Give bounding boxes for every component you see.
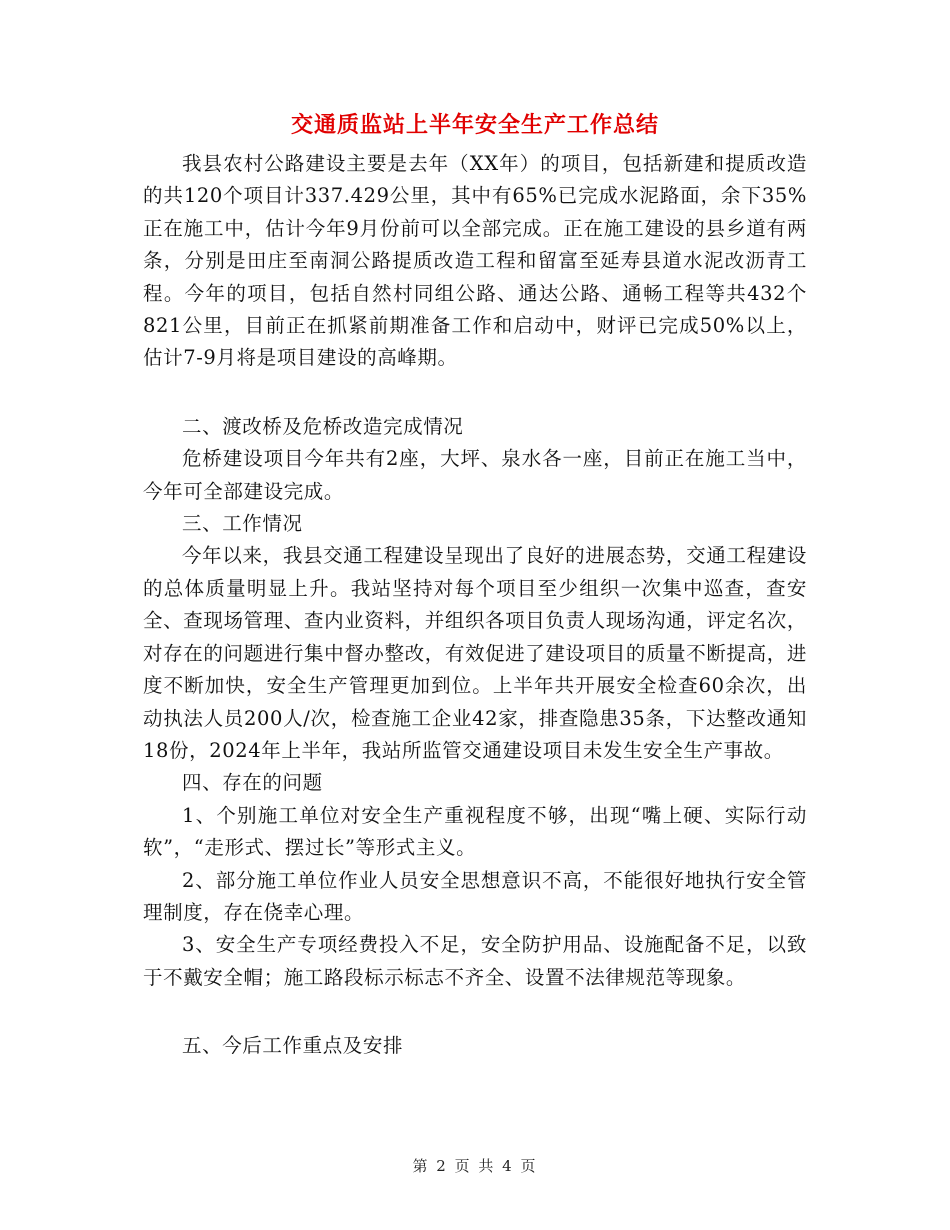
section-heading-2: 二、渡改桥及危桥改造完成情况 — [182, 414, 464, 438]
section-heading-5: 五、今后工作重点及安排 — [182, 1034, 404, 1058]
document-title: 交通质监站上半年安全生产工作总结 — [290, 113, 659, 138]
paragraph-bridges: 危桥建设项目今年共有2座，大坪、泉水各一座，目前正在施工当中，今年可全部建设完成。 — [143, 447, 807, 503]
problem-item-2: 2、部分施工单位作业人员安全思想意识不高，不能很好地执行安全管理制度，存在侥幸心理。 — [143, 868, 807, 924]
problem-item-1: 1、个别施工单位对安全生产重视程度不够，出现“嘴上硬、实际行动软”，“走形式、摆过长”等形式主义。 — [143, 803, 807, 860]
section-heading-3: 三、工作情况 — [182, 512, 303, 536]
page-number-footer: 第 2 页 共 4 页 — [412, 1157, 538, 1175]
section-heading-4: 四、存在的问题 — [182, 771, 323, 795]
paragraph-intro: 我县农村公路建设主要是去年（XX年）的项目，包括新建和提质改造的共120个项目计337.429公里，其中有65%已完成水泥路面，余下35%正在施工中，估计今年9月份前可以全部完成。正在施工建设的县乡道有两条，分别是田庄至南洞公路提质改造工程和留富至延寿县道水泥改沥青工程。今年的项目，包括自然村同组公路、通达公路、通畅工程等共432个821公里，目前正在抓紧前期准备工作和启动中，财评已完成50%以上，估计7-9月将是项目建设的高峰期。 — [143, 152, 807, 370]
paragraph-work: 今年以来，我县交通工程建设呈现出了良好的进展态势，交通工程建设的总体质量明显上升。我站坚持对每个项目至少组织一次集中巡查，查安全、查现场管理、查内业资料，并组织各项目负责人现场沟通，评定名次，对存在的问题进行集中督办整改，有效促进了建设项目的质量不断提高，进度不断加快，安全生产管理更加到位。上半年共开展安全检查60余次，出动执法人员200人/次，检查施工企业42家，排查隐患35条，下达整改通知18份，2024年上半年，我站所监管交通建设项目未发生安全生产事故。 — [143, 544, 807, 762]
problem-item-3: 3、安全生产专项经费投入不足，安全防护用品、设施配备不足，以致于不戴安全帽；施工路段标示标志不齐全、设置不法律规范等现象。 — [143, 933, 807, 989]
document-body — [143, 148, 807, 1063]
